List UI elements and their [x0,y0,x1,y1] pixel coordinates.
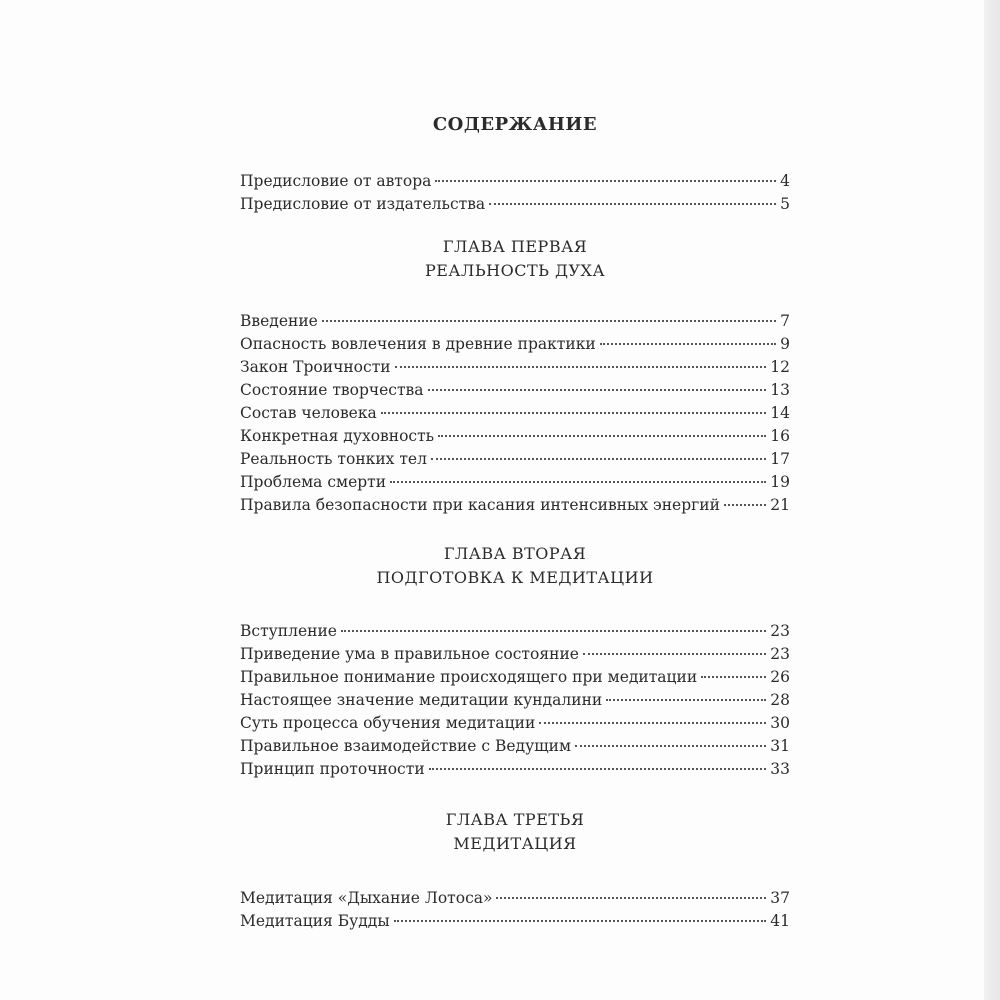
toc-entry-label: Закон Троичности [240,358,391,376]
toc-entry-label: Медитация «Дыхание Лотоса» [240,889,493,907]
chapter-entries [240,620,790,781]
toc-entry-page: 4 [780,172,790,190]
toc-entry-page: 9 [780,335,790,353]
toc-entry-page: 7 [780,312,790,330]
chapter-title: МЕДИТАЦИЯ [453,834,577,853]
chapter-number: ГЛАВА ВТОРАЯ [443,544,587,563]
toc-entry-label: Суть процесса обучения медитации [240,714,536,732]
toc-entry-page: 31 [770,737,790,755]
toc-entry-page: 21 [770,496,790,514]
intro-entries [240,170,790,216]
toc-entry-page: 33 [770,760,790,778]
toc-entry [240,333,790,356]
toc-entry-page: 41 [770,912,790,930]
toc-entry-page: 5 [780,195,790,213]
toc-entry-label: Проблема смерти [240,473,387,491]
dot-leader [341,630,766,632]
toc-entry [240,425,790,448]
toc-entry [240,193,790,216]
toc-entry-label: Медитация Будды [240,912,390,930]
table-of-contents [240,114,790,933]
toc-entry [240,494,790,517]
toc-entry-page: 14 [770,404,790,422]
dot-leader [575,745,766,747]
dot-leader [381,412,766,414]
toc-entry [240,448,790,471]
toc-entry [240,666,790,689]
dot-leader [390,481,766,483]
toc-entry-label: Правильное взаимодействие с Ведущим [240,737,572,755]
dot-leader [701,676,766,678]
toc-entry [240,170,790,193]
chapter-entries [240,310,790,517]
chapter-number: ГЛАВА ТРЕТЬЯ [445,810,585,829]
toc-entry [240,735,790,758]
dot-leader [429,768,767,770]
toc-entry-page: 37 [770,889,790,907]
toc-entry-label: Правильное понимание происходящего при медитации [240,668,698,686]
toc-entry-page: 28 [770,691,790,709]
toc-entry-page: 23 [770,645,790,663]
dot-leader [539,722,766,724]
toc-entry-label: Правила безопасности при касания интенсивных энергий [240,496,720,514]
dot-leader [724,504,766,506]
toc-entry-page: 17 [770,450,790,468]
toc-entry [240,758,790,781]
page-edge [984,0,1000,1000]
dot-leader [606,699,766,701]
toc-entry-label: Опасность вовлечения в древние практики [240,335,596,353]
toc-entry [240,310,790,333]
dot-leader [496,897,766,899]
toc-entry [240,356,790,379]
chapter-heading [240,542,790,590]
toc-entry-label: Состав человека [240,404,377,422]
chapter-heading [240,235,790,283]
toc-entry [240,620,790,643]
toc-entry [240,910,790,933]
toc-title: СОДЕРЖАНИЕ [432,114,598,135]
toc-entry-label: Настоящее значение медитации кундалини [240,691,603,709]
toc-entry-page: 23 [770,622,790,640]
toc-entry-page: 19 [770,473,790,491]
dot-leader [428,389,767,391]
toc-entry-label: Предисловие от автора [240,172,432,190]
toc-entry-label: Предисловие от издательства [240,195,486,213]
toc-entry-label: Приведение ума в правильное состояние [240,645,579,663]
chapter-title: ПОДГОТОВКА К МЕДИТАЦИИ [376,568,654,587]
dot-leader [322,320,776,322]
dot-leader [394,920,767,922]
toc-entry [240,471,790,494]
toc-entry [240,379,790,402]
dot-leader [435,180,776,182]
toc-entry-label: Введение [240,312,318,330]
chapter-heading [240,808,790,856]
toc-entry [240,887,790,910]
dot-leader [489,203,776,205]
toc-entry [240,712,790,735]
toc-entry-page: 16 [770,427,790,445]
toc-entry-page: 13 [770,381,790,399]
toc-entry-label: Конкретная духовность [240,427,435,445]
toc-entry-page: 26 [770,668,790,686]
chapter-entries [240,887,790,933]
dot-leader [600,343,776,345]
toc-entry-label: Состояние творчества [240,381,424,399]
chapter-number: ГЛАВА ПЕРВАЯ [442,237,588,256]
toc-entry [240,402,790,425]
dot-leader [583,653,766,655]
toc-entry [240,643,790,666]
toc-entry [240,689,790,712]
toc-entry-label: Принцип проточности [240,760,425,778]
dot-leader [395,366,767,368]
toc-entry-page: 12 [770,358,790,376]
toc-entry-page: 30 [770,714,790,732]
chapter-title: РЕАЛЬНОСТЬ ДУХА [424,261,606,280]
toc-entry-label: Вступление [240,622,337,640]
toc-entry-label: Реальность тонких тел [240,450,427,468]
dot-leader [431,458,766,460]
dot-leader [438,435,766,437]
